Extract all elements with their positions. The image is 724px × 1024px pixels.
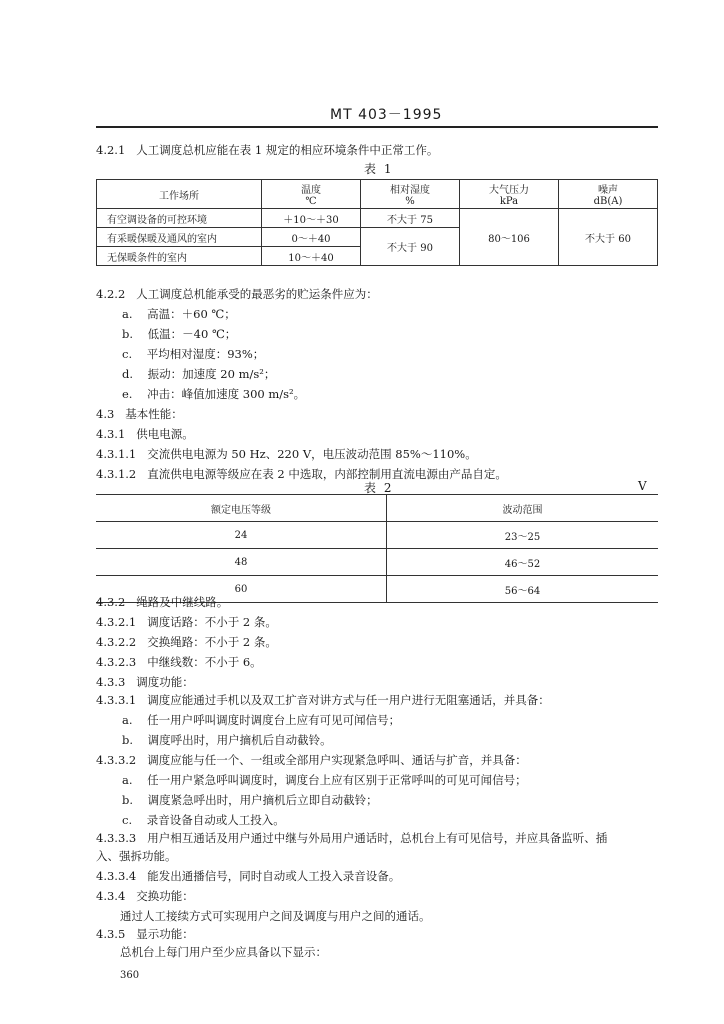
clause-text: 人工调度总机能承受的最恶劣的贮运条件应为：	[136, 287, 378, 301]
table-cell: 23～25	[387, 522, 659, 549]
list-item: a. 任一用户紧急呼叫调度时，调度台上应有区别于正常呼叫的可见可闻信号；	[122, 773, 527, 787]
list-item: c. 录音设备自动或人工投入。	[122, 813, 285, 827]
list-item: e. 冲击：峰值加速度 300 m/s²。	[122, 387, 306, 401]
table-2	[96, 494, 658, 603]
clause-4-3-3-2: 4.3.3.2 调度应能与任一个、一组或全部用户实现紧急呼叫、通话与扩音，并具备：	[96, 753, 527, 767]
list-item: a. 任一用户呼叫调度时调度台上应有可见可闻信号；	[122, 713, 401, 727]
table-cell: 不大于 75	[361, 209, 460, 228]
table-1	[96, 179, 658, 266]
table2-unit: V	[638, 479, 647, 493]
list-item: d. 振动：加速度 20 m/s²；	[122, 367, 276, 381]
table-cell: 不大于 60	[559, 209, 658, 266]
clause-4-3-3-3: 4.3.3.3 用户相互通话及用户通过中继与外局用户通话时，总机台上有可见信号，并应具备监听、插	[96, 831, 608, 845]
table-header-cell: 相对湿度 %	[361, 180, 460, 209]
table-cell: 无保暖条件的室内	[97, 247, 262, 266]
clause-4-3-1: 4.3.1 供电电源。	[96, 427, 194, 441]
clause-4-3-3: 4.3.3 调度功能：	[96, 675, 194, 689]
clause-continuation: 入、强拆功能。	[96, 849, 177, 863]
clause-number: 4.2.2	[96, 287, 126, 301]
clause-continuation: 总机台上每门用户至少应具备以下显示：	[120, 945, 327, 959]
page-number: 360	[120, 970, 140, 981]
table-cell: 46～52	[387, 549, 659, 576]
table-header-cell: 波动范围	[387, 495, 659, 522]
header-rule	[96, 126, 658, 128]
table1-caption: 表 1	[364, 162, 394, 176]
table-cell: 不大于 90	[361, 228, 460, 266]
list-item: a. 高温：＋60 ℃；	[122, 307, 236, 321]
table-cell: 56～64	[387, 576, 659, 603]
table-header-cell: 工作场所	[97, 180, 262, 209]
clause-continuation: 通过人工接续方式可实现用户之间及调度与用户之间的通话。	[120, 909, 431, 923]
clause-4-3-2-1: 4.3.2.1 调度话路：不小于 2 条。	[96, 615, 277, 629]
clause-4-3-3-4: 4.3.3.4 能发出通播信号，同时自动或人工投入录音设备。	[96, 869, 401, 883]
list-item: b. 调度呼出时，用户摘机后自动截铃。	[122, 733, 332, 747]
table-row	[97, 209, 658, 228]
clause-4-3-1-1: 4.3.1.1 交流供电电源为 50 Hz、220 V，电压波动范围 85%～110%。	[96, 447, 477, 461]
table-header-cell: 温度 ℃	[262, 180, 361, 209]
table-cell: 80～106	[460, 209, 559, 266]
list-item: b. 低温：－40 ℃；	[122, 327, 237, 341]
table-cell: 0～＋40	[262, 228, 361, 247]
table-row	[96, 549, 658, 576]
table-header-cell: 额定电压等级	[96, 495, 387, 522]
table-cell: 有空调设备的可控环境	[97, 209, 262, 228]
clause-4-3-3-1: 4.3.3.1 调度应能通过手机以及双工扩音对讲方式与任一用户进行无阻塞通话，并具备：	[96, 693, 550, 707]
clause-4-3-2-2: 4.3.2.2 交换绳路：不小于 2 条。	[96, 635, 277, 649]
table-row	[96, 522, 658, 549]
table-cell: 60	[96, 576, 387, 603]
table-cell: 10～＋40	[262, 247, 361, 266]
clause-4-3-4: 4.3.4 交换功能：	[96, 889, 194, 903]
table-cell: 48	[96, 549, 387, 576]
clause-number: 4.2.1	[96, 143, 126, 157]
table-cell: 24	[96, 522, 387, 549]
clause-4-3-1-2: 4.3.1.2 直流供电电源等级应在表 2 中选取，内部控制用直流电源由产品自定。	[96, 467, 507, 481]
clause-4-3: 4.3 基本性能：	[96, 407, 183, 421]
standard-header: MT 403－1995	[330, 107, 443, 123]
clause-4-2-2	[96, 286, 378, 302]
clause-4-3-2: 4.3.2 绳路及中继线路。	[96, 595, 229, 609]
table-cell: ＋10～＋30	[262, 209, 361, 228]
clause-text: 人工调度总机应能在表 1 规定的相应环境条件中正常工作。	[136, 143, 439, 157]
clause-4-3-2-3: 4.3.2.3 中继线数：不小于 6。	[96, 655, 262, 669]
table-cell: 有采暖保暖及通风的室内	[97, 228, 262, 247]
table2-caption: 表 2	[364, 481, 394, 495]
table-header-cell: 大气压力 kPa	[460, 180, 559, 209]
table-header-cell: 噪声 dB(A)	[559, 180, 658, 209]
list-item: b. 调度紧急呼出时，用户摘机后立即自动截铃；	[122, 793, 378, 807]
list-item: c. 平均相对湿度：93%；	[122, 347, 265, 361]
clause-4-2-1	[96, 142, 438, 158]
clause-4-3-5: 4.3.5 显示功能：	[96, 927, 194, 941]
